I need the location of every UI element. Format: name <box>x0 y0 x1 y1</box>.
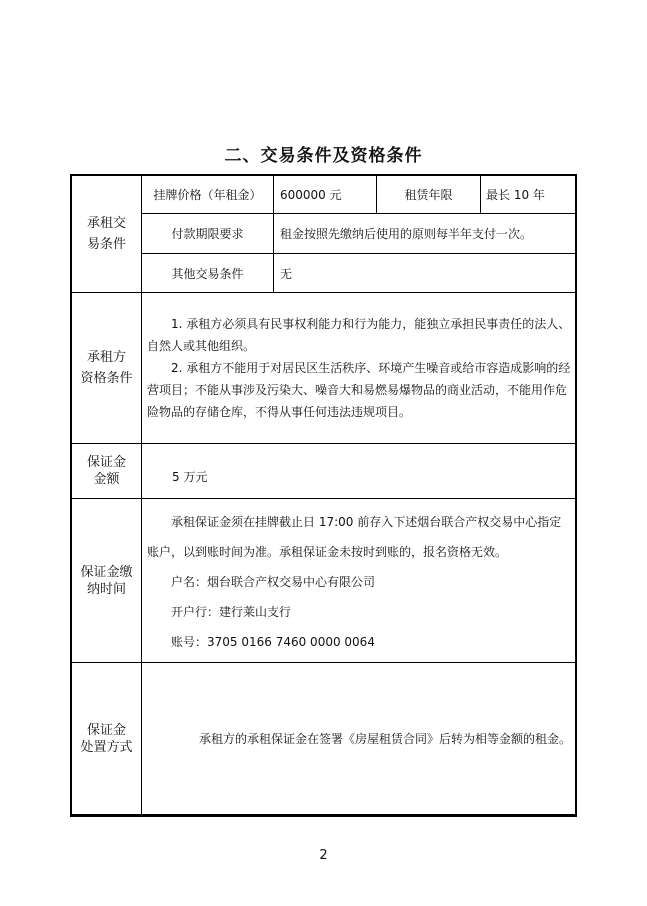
deposit-amount-label: 保证金 金额 <box>71 443 142 499</box>
deposit-time-label: 保证金缴 纳时间 <box>71 498 142 663</box>
page-number: 2 <box>319 848 328 863</box>
deposit-disposal-text: 承租方的承租保证金在签署《房屋租赁合同》后转为相等金额的租金。 <box>199 731 572 746</box>
deposit-disposal-content <box>141 662 576 816</box>
deposit-time-text: 承租保证金须在挂牌截止日 17:00 前存入下述烟台联合产权交易中心指定账户，以到账时间为准。承租保证金未按时到账的，报名资格无效。 <box>147 514 562 559</box>
bank-name: 开户行：建行莱山支行 <box>171 604 292 619</box>
account-number: 账号：3705 0166 7460 0000 0064 <box>171 634 375 649</box>
deposit-disposal-label: 保证金 处置方式 <box>71 662 142 816</box>
term-label: 租赁年限 <box>376 175 481 214</box>
trade-conditions-label: 承租交 易条件 <box>71 175 142 293</box>
qualification-item: 1. 承租方必须具有民事权利能力和行为能力，能独立承担民事责任的法人、自然人或其他组织。 <box>147 317 571 353</box>
account-name: 户名：烟台联合产权交易中心有限公司 <box>171 574 376 589</box>
qualification-item: 2. 承租方不能用于对居民区生活秩序、环境产生噪音或给市容造成影响的经营项目；不能从事涉及污染大、噪音大和易燃易爆物品的商业活动，不能用作危险物品的存储仓库，不得从事任何违法违规项目。 <box>147 361 571 419</box>
deposit-time-content <box>141 498 576 663</box>
price-label: 挂牌价格（年租金） <box>141 175 274 214</box>
other-conditions-value: 无 <box>273 253 576 293</box>
other-conditions-label: 其他交易条件 <box>141 253 274 293</box>
payment-label: 付款期限要求 <box>141 213 274 254</box>
term-value: 最长 10 年 <box>480 175 576 214</box>
price-value: 600000 元 <box>273 175 377 214</box>
deposit-amount-value: 5 万元 <box>141 443 576 499</box>
qualification-label: 承租方 资格条件 <box>71 292 142 444</box>
payment-value: 租金按照先缴纳后使用的原则每半年支付一次。 <box>273 213 576 254</box>
qualification-content <box>141 292 576 444</box>
section-title: 二、交易条件及资格条件 <box>224 146 423 166</box>
